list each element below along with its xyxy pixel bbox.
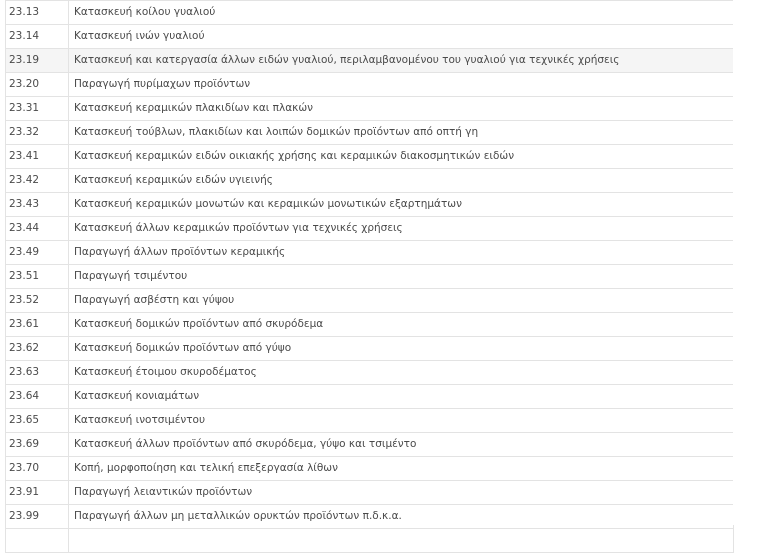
- activity-description-cell: Κατασκευή άλλων προϊόντων από σκυρόδεμα, γύψο και τσιμέντο: [69, 433, 734, 457]
- activity-codes-table-body: [6, 1, 734, 553]
- activity-description-cell: Κατασκευή κεραμικών ειδών υγιεινής: [69, 169, 734, 193]
- table-row-hovered: [6, 49, 734, 73]
- activity-code-cell: 23.32: [6, 121, 69, 145]
- activity-code-cell: 23.99: [6, 505, 69, 529]
- table-row: [6, 217, 734, 241]
- activity-description-cell: Κατασκευή κεραμικών ειδών οικιακής χρήσης και κεραμικών διακοσμητικών ειδών: [69, 145, 734, 169]
- activity-code-cell: 23.19: [6, 49, 69, 73]
- table-row: [6, 313, 734, 337]
- activity-description-cell: Κατασκευή άλλων κεραμικών προϊόντων για τεχνικές χρήσεις: [69, 217, 734, 241]
- table-row: [6, 337, 734, 361]
- activity-description-cell: Κατασκευή τούβλων, πλακιδίων και λοιπών δομικών προϊόντων από οπτή γη: [69, 121, 734, 145]
- activity-code-cell: 23.42: [6, 169, 69, 193]
- table-row: [6, 73, 734, 97]
- table-row-partial: [6, 529, 734, 553]
- activity-code-cell: 23.41: [6, 145, 69, 169]
- activity-code-cell: 23.52: [6, 289, 69, 313]
- activity-description-cell: Κατασκευή κεραμικών μονωτών και κεραμικών μονωτικών εξαρτημάτων: [69, 193, 734, 217]
- activity-code-cell: 23.64: [6, 385, 69, 409]
- table-row: [6, 385, 734, 409]
- activity-codes-table: [5, 0, 734, 553]
- table-row: [6, 121, 734, 145]
- table-row: [6, 409, 734, 433]
- activity-description-cell: Κατασκευή κεραμικών πλακιδίων και πλακών: [69, 97, 734, 121]
- table-row: [6, 481, 734, 505]
- activity-description-cell: [69, 529, 734, 553]
- activity-code-cell: 23.51: [6, 265, 69, 289]
- activity-code-cell: 23.13: [6, 1, 69, 25]
- activity-code-cell: 23.31: [6, 97, 69, 121]
- table-row: [6, 193, 734, 217]
- activity-code-cell: 23.14: [6, 25, 69, 49]
- activity-description-cell: Κατασκευή κονιαμάτων: [69, 385, 734, 409]
- table-row: [6, 289, 734, 313]
- activity-description-cell: Παραγωγή τσιμέντου: [69, 265, 734, 289]
- activity-description-cell: Κατασκευή δομικών προϊόντων από γύψο: [69, 337, 734, 361]
- activity-description-cell: Κοπή, μορφοποίηση και τελική επεξεργασία λίθων: [69, 457, 734, 481]
- activity-code-cell: [6, 529, 69, 553]
- activity-description-cell: Κατασκευή και κατεργασία άλλων ειδών γυαλιού, περιλαμβανομένου του γυαλιού για τεχνικές χρήσεις: [69, 49, 734, 73]
- table-row: [6, 169, 734, 193]
- table-row: [6, 97, 734, 121]
- page-right-margin: [733, 0, 768, 525]
- activity-code-cell: 23.62: [6, 337, 69, 361]
- activity-description-cell: Κατασκευή έτοιμου σκυροδέματος: [69, 361, 734, 385]
- table-row: [6, 457, 734, 481]
- activity-code-cell: 23.43: [6, 193, 69, 217]
- table-row: [6, 25, 734, 49]
- table-row: [6, 361, 734, 385]
- activity-description-cell: Κατασκευή ινών γυαλιού: [69, 25, 734, 49]
- activity-description-cell: Παραγωγή ασβέστη και γύψου: [69, 289, 734, 313]
- activity-codes-table-container: [5, 0, 733, 553]
- table-row: [6, 1, 734, 25]
- activity-code-cell: 23.65: [6, 409, 69, 433]
- activity-description-cell: Παραγωγή άλλων προϊόντων κεραμικής: [69, 241, 734, 265]
- activity-description-cell: Παραγωγή λειαντικών προϊόντων: [69, 481, 734, 505]
- activity-code-cell: 23.69: [6, 433, 69, 457]
- activity-description-cell: Παραγωγή άλλων μη μεταλλικών ορυκτών προϊόντων π.δ.κ.α.: [69, 505, 734, 529]
- table-row: [6, 241, 734, 265]
- activity-description-cell: Παραγωγή πυρίμαχων προϊόντων: [69, 73, 734, 97]
- activity-description-cell: Κατασκευή δομικών προϊόντων από σκυρόδεμα: [69, 313, 734, 337]
- activity-code-cell: 23.91: [6, 481, 69, 505]
- table-row: [6, 433, 734, 457]
- activity-code-cell: 23.49: [6, 241, 69, 265]
- activity-code-cell: 23.44: [6, 217, 69, 241]
- activity-code-cell: 23.63: [6, 361, 69, 385]
- table-row: [6, 145, 734, 169]
- table-row: [6, 265, 734, 289]
- activity-description-cell: Κατασκευή κοίλου γυαλιού: [69, 1, 734, 25]
- activity-code-cell: 23.20: [6, 73, 69, 97]
- activity-code-cell: 23.70: [6, 457, 69, 481]
- activity-description-cell: Κατασκευή ινοτσιμέντου: [69, 409, 734, 433]
- activity-code-cell: 23.61: [6, 313, 69, 337]
